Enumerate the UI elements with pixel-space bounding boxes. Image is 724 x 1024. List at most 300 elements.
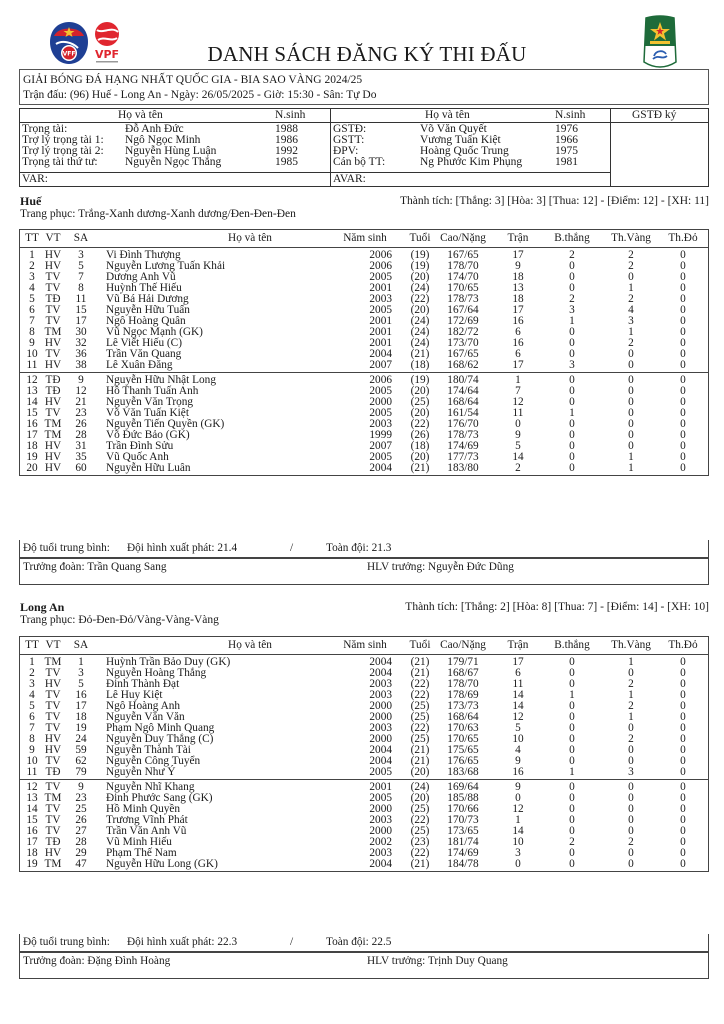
col-shirt-number: 5 [78,678,84,690]
col-player-name: Võ Đức Bảo (GK) [106,429,190,441]
col-position: HV [44,249,62,261]
col-tt: 17 [26,429,38,441]
col-yellow-cards: 3 [628,315,634,327]
col-height-weight: 174/64 [447,385,479,397]
starting-lineup [20,248,708,372]
col-appearances: 1 [515,374,521,386]
col-player-name: Nguyễn Hữu Nhật Long [106,374,216,386]
col-age: (18) [410,440,430,452]
col-appearances: 14 [512,700,524,712]
col-red-cards: 0 [680,337,686,349]
col-yellow-cards: 1 [628,656,634,668]
col-player-name-header: Họ và tên [228,232,272,244]
col-appearances: 17 [512,304,524,316]
col-position: TV [45,315,61,327]
col-red-cards: 0 [680,678,686,690]
col-tt: 1 [29,656,35,668]
col-shirt-number: 60 [75,462,87,474]
col-age: (20) [410,385,430,397]
col-age: (20) [410,451,430,463]
col-red-cards: 0 [680,858,686,870]
col-birth-year: 2004 [369,755,392,767]
col-goals: 0 [569,396,575,408]
head-coach: HLV trưởng: Trịnh Duy Quang [367,955,508,967]
col-height-weight: 183/68 [447,766,479,778]
col-yellow-cards: 1 [628,689,634,701]
col-player-name: Phạm Thế Nam [106,847,177,859]
col-birth-year: 2003 [369,722,392,734]
col-position: TV [45,348,61,360]
col-age-header: Tuổi [409,232,431,244]
col-position: TV [45,722,61,734]
col-birth-year: 2000 [369,825,392,837]
col-player-name: Trần Văn Anh Vũ [106,825,187,837]
col-appearances: 16 [512,766,524,778]
col-birth-year: 2007 [369,440,392,452]
col-red-cards: 0 [680,326,686,338]
col-shirt-number: 21 [75,396,87,408]
col-age: (24) [410,337,430,349]
col-tt: 5 [29,700,35,712]
col-tt: 7 [29,315,35,327]
col-goals: 0 [569,462,575,474]
col-height-weight: 168/62 [447,359,479,371]
col-height-weight: 170/63 [447,722,479,734]
col-position: HV [44,462,62,474]
col-position: TV [45,814,61,826]
col-age: (24) [410,326,430,338]
substitutes [20,779,708,871]
col-red-cards: 0 [680,825,686,837]
col-appearances: 0 [515,792,521,804]
col-appearances: 3 [515,847,521,859]
col-height-weight: 179/71 [447,656,479,668]
roster-table-away [19,636,709,872]
col-yellow-cards: 0 [628,667,634,679]
col-age: (25) [410,825,430,837]
col-shirt-number: 15 [75,304,87,316]
col-red-cards: 0 [680,744,686,756]
col-tt: 2 [29,260,35,272]
col-goals: 0 [569,385,575,397]
officials-col-year-right: N.sinh [555,109,586,121]
col-player-name: Nguyễn Văn Văn [106,711,185,723]
col-shirt-number: 9 [78,374,84,386]
col-red-cards: 0 [680,836,686,848]
col-height-weight-header: Cao/Nặng [440,232,486,244]
col-goals: 0 [569,700,575,712]
col-position: TV [45,304,61,316]
col-tt-header: TT [25,639,39,651]
col-position: TĐ [45,293,61,305]
col-position: HV [44,847,62,859]
col-shirt-number: 36 [75,348,87,360]
col-goals: 0 [569,825,575,837]
col-age: (22) [410,293,430,305]
col-player-name: Võ Văn Tuấn Kiệt [106,407,189,419]
col-tt: 12 [26,781,38,793]
col-yellow-cards: 0 [628,396,634,408]
col-birth-year-header: Năm sinh [343,639,387,651]
table-header [20,637,708,655]
col-appearances: 11 [512,407,524,419]
col-birth-year: 2004 [369,858,392,870]
col-appearances: 2 [515,462,521,474]
table-row [20,767,708,778]
col-birth-year: 2001 [369,315,392,327]
col-position-header: VT [45,232,61,244]
col-goals: 0 [569,847,575,859]
col-age: (21) [410,667,430,679]
substitutes [20,372,708,475]
col-tt: 2 [29,667,35,679]
col-goals: 0 [569,733,575,745]
col-height-weight: 177/73 [447,451,479,463]
col-yellow-cards: 0 [628,407,634,419]
col-goals: 0 [569,282,575,294]
col-height-weight: 182/72 [447,326,479,338]
col-birth-year: 2006 [369,249,392,261]
col-position: TĐ [45,385,61,397]
col-tt: 4 [29,282,35,294]
col-red-cards: 0 [680,249,686,261]
col-yellow-cards: 0 [628,792,634,804]
official-role: Cán bộ TT: [333,156,386,168]
col-goals: 2 [569,249,575,261]
official-name: Ng Phước Kim Phụng [420,156,523,168]
staff-away [19,952,709,979]
col-age: (25) [410,711,430,723]
col-appearances: 9 [515,260,521,272]
col-height-weight: 178/73 [447,429,479,441]
avg-age-team: Toàn đội: 21.3 [326,542,392,554]
col-goals: 0 [569,418,575,430]
col-goals: 0 [569,722,575,734]
col-appearances: 13 [512,282,524,294]
col-yellow-cards: 0 [628,374,634,386]
col-birth-year: 2005 [369,385,392,397]
col-red-cards: 0 [680,781,686,793]
col-player-name: Vũ Bá Hải Dương [106,293,189,305]
col-birth-year: 2005 [369,792,392,804]
col-position: HV [44,396,62,408]
col-birth-year: 2003 [369,814,392,826]
col-yellow-cards: 0 [628,825,634,837]
col-shirt-number: 18 [75,711,87,723]
col-birth-year: 2004 [369,348,392,360]
col-shirt-number-header: SA [73,232,89,244]
official-year: 1976 [555,123,578,135]
col-goals: 1 [569,689,575,701]
col-position: TĐ [45,836,61,848]
page-title: DANH SÁCH ĐĂNG KÝ THI ĐẤU [207,42,527,66]
col-appearances: 1 [515,814,521,826]
col-shirt-number: 7 [78,271,84,283]
col-tt: 16 [26,418,38,430]
col-goals: 1 [569,315,575,327]
col-age: (19) [410,260,430,272]
col-appearances: 12 [512,803,524,815]
official-name: Vương Tuấn Kiệt [420,134,501,146]
col-shirt-number: 3 [78,249,84,261]
table-row [20,859,708,870]
col-goals: 3 [569,304,575,316]
col-position: TV [45,282,61,294]
col-appearances: 9 [515,781,521,793]
col-yellow-cards: 2 [628,678,634,690]
col-tt-header: TT [25,232,39,244]
col-height-weight: 170/73 [447,814,479,826]
col-age: (22) [410,678,430,690]
col-shirt-number: 3 [78,667,84,679]
col-height-weight: 173/73 [447,700,479,712]
col-goals: 0 [569,814,575,826]
col-tt: 4 [29,689,35,701]
col-yellow-cards: 0 [628,847,634,859]
col-birth-year: 1999 [369,429,392,441]
col-yellow-cards: 2 [628,700,634,712]
col-appearances: 18 [512,293,524,305]
col-birth-year: 2007 [369,359,392,371]
col-birth-year: 2001 [369,282,392,294]
col-birth-year: 2000 [369,700,392,712]
col-player-name: Vũ Ngọc Mạnh (GK) [106,326,203,338]
col-yellow-cards: 2 [628,733,634,745]
col-tt: 15 [26,407,38,419]
col-red-cards: 0 [680,271,686,283]
col-position: HV [44,678,62,690]
avg-age-away [19,934,709,952]
col-tt: 19 [26,451,38,463]
col-yellow-cards: 0 [628,429,634,441]
col-shirt-number: 28 [75,429,87,441]
col-red-cards: 0 [680,293,686,305]
col-shirt-number: 26 [75,418,87,430]
svg-text:VPF: VPF [94,48,120,61]
col-height-weight: 170/65 [447,733,479,745]
col-yellow-cards: 3 [628,766,634,778]
col-yellow-cards: 0 [628,418,634,430]
col-age: (21) [410,462,430,474]
col-yellow-cards: 0 [628,858,634,870]
col-red-cards: 0 [680,700,686,712]
col-player-name: Lê Xuân Đăng [106,359,173,371]
col-position: TĐ [45,374,61,386]
official-role: Trợ lý trọng tài 1: [22,134,104,146]
col-tt: 9 [29,744,35,756]
official-year: 1986 [275,134,298,146]
col-birth-year: 2000 [369,803,392,815]
col-goals: 0 [569,792,575,804]
col-age: (23) [410,836,430,848]
col-height-weight: 180/74 [447,374,479,386]
official-name: Đỗ Anh Đức [125,123,184,135]
col-player-name: Nguyễn Hữu Tuấn [106,304,190,316]
col-shirt-number: 9 [78,781,84,793]
col-tt: 11 [26,359,38,371]
col-height-weight: 184/78 [447,858,479,870]
table-row [20,463,708,474]
col-appearances: 18 [512,271,524,283]
col-appearances: 6 [515,348,521,360]
col-player-name: Đinh Phước Sang (GK) [106,792,213,804]
col-yellow-cards: 0 [628,744,634,756]
col-player-name: Vi Đình Thượng [106,249,181,261]
col-birth-year: 2006 [369,260,392,272]
col-red-cards: 0 [680,766,686,778]
col-shirt-number: 23 [75,407,87,419]
col-birth-year: 2005 [369,407,392,419]
col-tt: 19 [26,858,38,870]
col-position: HV [44,260,62,272]
col-player-name: Trần Đình Sửu [106,440,174,452]
col-shirt-number: 16 [75,689,87,701]
col-goals: 0 [569,678,575,690]
col-tt: 3 [29,271,35,283]
col-goals: 0 [569,260,575,272]
col-shirt-number: 59 [75,744,87,756]
col-player-name: Vũ Quốc Anh [106,451,169,463]
col-position: TV [45,803,61,815]
col-birth-year: 2003 [369,418,392,430]
col-age: (22) [410,418,430,430]
col-player-name: Huỳnh Trần Bảo Duy (GK) [106,656,231,668]
col-position: TM [44,792,62,804]
col-height-weight: 185/88 [447,792,479,804]
col-position: HV [44,440,62,452]
col-birth-year: 2005 [369,766,392,778]
col-age: (24) [410,282,430,294]
avg-age-label: Độ tuổi trung bình: [23,936,110,948]
col-yellow-cards: 2 [628,836,634,848]
col-tt: 16 [26,825,38,837]
col-appearances: 9 [515,429,521,441]
col-tt: 18 [26,440,38,452]
col-height-weight: 168/67 [447,667,479,679]
table-header [20,230,708,248]
col-tt: 13 [26,385,38,397]
col-position: TV [45,700,61,712]
col-age: (21) [410,755,430,767]
official-name: Ngô Ngọc Minh [125,134,201,146]
official-year: 1966 [555,134,578,146]
col-yellow-cards: 0 [628,755,634,767]
col-appearances: 17 [512,656,524,668]
col-tt: 5 [29,293,35,305]
col-age: (26) [410,429,430,441]
col-height-weight: 178/69 [447,689,479,701]
officials-col-name-right: Họ và tên [425,109,470,121]
col-height-weight: 174/69 [447,847,479,859]
col-yellow-cards: 1 [628,462,634,474]
col-shirt-number: 24 [75,733,87,745]
col-red-cards: 0 [680,304,686,316]
official-role: Trọng tài: [22,123,68,135]
col-age: (18) [410,359,430,371]
col-yellow-cards: 1 [628,282,634,294]
col-player-name: Phạm Ngô Minh Quang [106,722,215,734]
col-tt: 15 [26,814,38,826]
col-goals: 1 [569,766,575,778]
col-age: (24) [410,781,430,793]
col-age: (21) [410,348,430,360]
col-goals: 0 [569,656,575,668]
col-position: TM [44,326,62,338]
col-birth-year: 2000 [369,711,392,723]
col-position: TV [45,711,61,723]
col-birth-year: 2004 [369,667,392,679]
col-goals: 1 [569,407,575,419]
col-age: (19) [410,249,430,261]
match-header [19,69,709,105]
team-record-away: Thành tích: [Thắng: 2] [Hòa: 8] [Thua: 7] - [Điểm: 14] - [XH: 10] [405,601,709,613]
col-position: HV [44,744,62,756]
col-appearances: 10 [512,733,524,745]
col-position: TV [45,781,61,793]
col-player-name: Nguyễn Hữu Long (GK) [106,858,218,870]
col-shirt-number: 23 [75,792,87,804]
col-shirt-number: 17 [75,315,87,327]
col-player-name: Trần Văn Quang [106,348,182,360]
col-player-name: Hồ Minh Quyền [106,803,181,815]
col-goals: 0 [569,755,575,767]
col-appearances: 10 [512,836,524,848]
team-manager: Trưởng đoàn: Đặng Đình Hoàng [23,955,171,967]
col-age: (20) [410,766,430,778]
col-position-header: VT [45,639,61,651]
col-appearances: 0 [515,418,521,430]
col-appearances: 6 [515,667,521,679]
col-height-weight: 173/65 [447,825,479,837]
col-shirt-number: 32 [75,337,87,349]
col-age: (22) [410,847,430,859]
col-red-cards: 0 [680,814,686,826]
col-birth-year: 2005 [369,304,392,316]
avg-age-lineup: Đội hình xuất phát: 21.4 [127,542,238,554]
col-age: (25) [410,700,430,712]
col-player-name: Lê Huy Kiệt [106,689,163,701]
col-height-weight: 178/73 [447,293,479,305]
col-appearances: 12 [512,396,524,408]
col-player-name: Nguyễn Thành Tài [106,744,191,756]
col-shirt-number: 27 [75,825,87,837]
col-goals: 0 [569,667,575,679]
col-birth-year: 2003 [369,847,392,859]
col-tt: 14 [26,396,38,408]
col-player-name: Nguyễn Hữu Luân [106,462,191,474]
col-yellow-cards: 0 [628,359,634,371]
col-tt: 3 [29,678,35,690]
col-goals-header: B.thắng [554,639,590,651]
col-tt: 20 [26,462,38,474]
table-row [20,360,708,371]
col-red-cards: 0 [680,348,686,360]
col-age: (21) [410,656,430,668]
col-shirt-number: 19 [75,722,87,734]
col-goals: 0 [569,326,575,338]
col-shirt-number: 25 [75,803,87,815]
col-age: (22) [410,722,430,734]
col-height-weight: 168/64 [447,396,479,408]
col-age: (21) [410,744,430,756]
col-red-cards: 0 [680,847,686,859]
col-red-cards: 0 [680,260,686,272]
col-red-cards: 0 [680,689,686,701]
col-tt: 8 [29,326,35,338]
col-player-name: Nguyễn Hoàng Thắng [106,667,207,679]
col-birth-year: 2005 [369,451,392,463]
col-player-name: Trương Vĩnh Phát [106,814,188,826]
